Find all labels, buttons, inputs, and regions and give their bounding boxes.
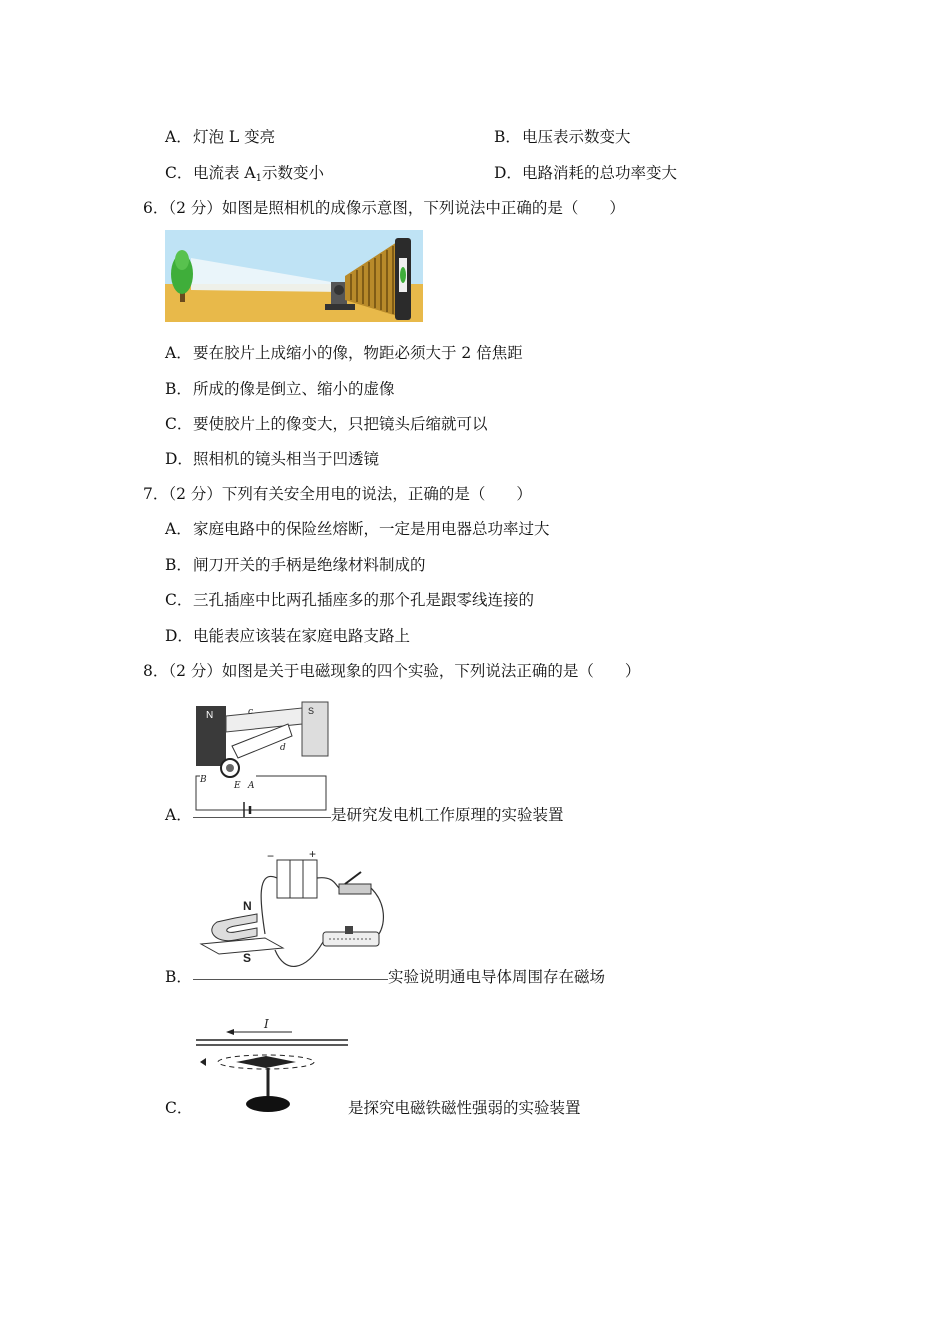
option-text: 要使胶片上的像变大，只把镜头后缩就可以 [193,415,488,433]
option-text: 所成的像是倒立、缩小的虚像 [193,380,395,398]
option-letter: C． [165,164,193,182]
option-letter: A． [165,128,192,146]
q8-option-b [165,967,605,987]
option-letter: B． [165,380,192,398]
option-text: 闸刀开关的手柄是绝缘材料制成的 [193,556,426,574]
svg-text:E: E [234,781,241,791]
option-letter: B． [165,968,192,986]
svg-text:N: N [206,710,214,721]
svg-text:+: + [309,848,317,861]
option-text: 要在胶片上成缩小的像，物距必须大于 2 倍焦距 [193,344,523,362]
svg-text:I: I [264,1017,269,1031]
q6-option-d [165,449,379,469]
option-text: 是探究电磁铁磁性强弱的实验装置 [348,1099,581,1117]
option-letter: C． [165,415,193,433]
q6-stem: 6．（2 分）如图是照相机的成像示意图，下列说法中正确的是（ ） [143,199,625,217]
rheostat [323,926,379,946]
q6-option-c [165,414,488,434]
q7-option-d [165,626,410,646]
option-text: 是研究发电机工作原理的实验装置 [331,806,564,824]
q5-option-d [494,163,677,183]
q8-option-c [165,1098,581,1118]
option-text: 电流表 A [193,164,256,182]
option-text: 电压表示数变大 [522,128,631,146]
q8-stem: 8．（2 分）如图是关于电磁现象的四个实验，下列说法正确的是（ ） [143,662,641,680]
option-text: 照相机的镜头相当于凹透镜 [193,450,380,468]
camera-imaging-figure [165,230,423,322]
option-text: 灯泡 L 变亮 [193,128,276,146]
q8-option-a [165,805,564,825]
option-letter: B． [165,556,192,574]
option-letter: A． [165,520,192,538]
battery [267,848,317,898]
option-text: 示数变小 [262,164,325,182]
q7-option-a [165,519,550,539]
magnet-and-rails [201,899,283,965]
q7-stem: 7．（2 分）下列有关安全用电的说法，正确的是（ ） [143,485,532,503]
q7-option-c [165,590,534,610]
option-letter: A． [165,806,192,824]
magnet-north [196,706,226,766]
figure-underline [193,978,388,980]
wire [196,1040,348,1045]
svg-text:d: d [280,743,286,753]
q6-option-b [165,379,395,399]
svg-text:c: c [248,707,254,717]
experiment-a-figure [192,696,332,818]
q7-option-b [165,555,426,575]
option-text: 实验说明通电导体周围存在磁场 [388,968,606,986]
option-letter: D． [165,627,193,645]
experiment-b-figure [195,848,390,976]
compass-needle [200,1055,314,1069]
option-text: 家庭电路中的保险丝熔断，一定是用电器总功率过大 [193,520,550,538]
option-letter: C． [165,591,193,609]
svg-text:−: − [267,849,275,863]
option-letter: C． [165,1099,193,1117]
option-letter: D． [165,450,193,468]
subscript: 1 [255,173,262,184]
option-text: 三孔插座中比两孔插座多的那个孔是跟零线连接的 [193,591,535,609]
option-text: 电路消耗的总功率变大 [522,164,678,182]
q5-option-a [165,127,275,147]
svg-text:S: S [243,951,252,965]
svg-text:A: A [248,781,255,791]
q5-option-c [165,163,324,189]
svg-text:B: B [200,775,207,785]
option-letter: D． [494,164,522,182]
svg-text:N: N [243,899,252,913]
q5-option-b [494,127,631,147]
q6-option-a [165,343,523,363]
svg-text:S: S [308,706,315,716]
option-text: 电能表应该装在家庭电路支路上 [193,627,411,645]
figure-underline [193,816,331,818]
switch [339,872,371,894]
magnet-south [302,702,328,756]
option-letter: B． [494,128,521,146]
option-letter: A． [165,344,192,362]
